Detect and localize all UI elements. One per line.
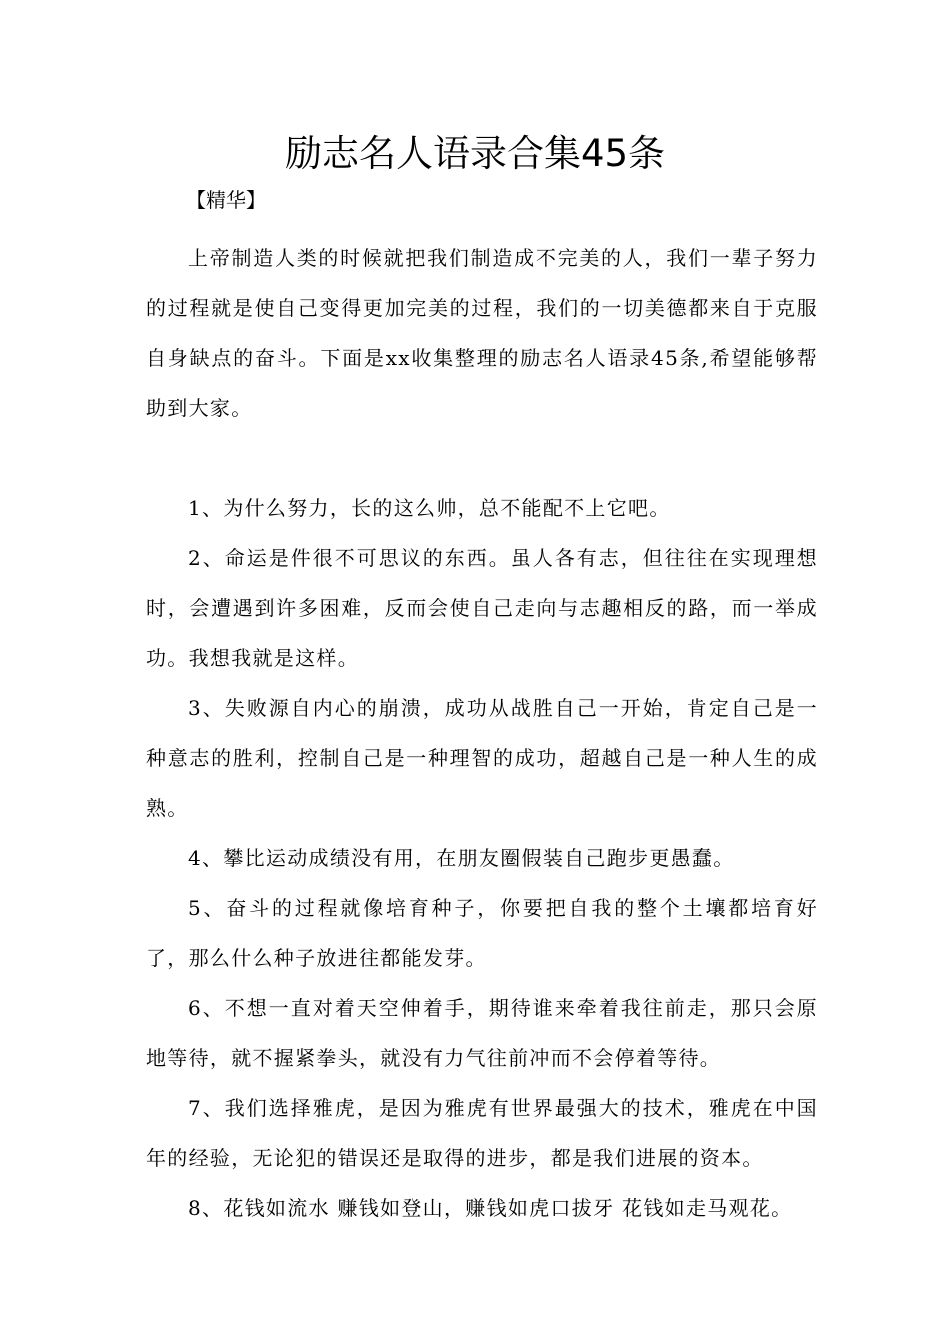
quote-item: 4、攀比运动成绩没有用，在朋友圈假装自己跑步更愚蠢。 [188,846,735,870]
quote-item: 1、为什么努力，长的这么帅，总不能配不上它吧。 [188,496,671,520]
featured-badge: 【精华】 [186,188,266,212]
intro-paragraph: 上帝制造人类的时候就把我们制造成不完美的人，我们一辈子努力的过程就是使自己变得更加完美的过程，我们的一切美德都来自于克服自身缺点的奋斗。下面是xx收集整理的励志名人语录45条,希望能够帮助到大家。 [146,246,818,420]
quote-item: 5、奋斗的过程就像培育种子，你要把自我的整个土壤都培育好了，那么什么种子放进往都能发芽。 [146,896,818,970]
quote-item: 6、不想一直对着天空伸着手，期待谁来牵着我往前走，那只会原地等待，就不握紧拳头，就没有力气往前冲而不会停着等待。 [146,996,818,1070]
document-title: 励志名人语录合集45条 [284,132,666,175]
document-body [146,233,818,1233]
quote-item: 8、花钱如流水 赚钱如登山，赚钱如虎口拔牙 花钱如走马观花。 [188,1196,793,1220]
quote-item: 3、失败源自内心的崩溃，成功从战胜自己一开始，肯定自己是一种意志的胜利，控制自己是一种理智的成功，超越自己是一种人生的成熟。 [146,696,818,820]
quote-item: 2、命运是件很不可思议的东西。虽人各有志，但往往在实现理想时，会遭遇到许多困难，反而会使自己走向与志趣相反的路，而一举成功。我想我就是这样。 [146,546,818,670]
quote-item: 7、我们选择雅虎，是因为雅虎有世界最强大的技术，雅虎在中国年的经验，无论犯的错误还是取得的进步，都是我们进展的资本。 [146,1096,818,1170]
